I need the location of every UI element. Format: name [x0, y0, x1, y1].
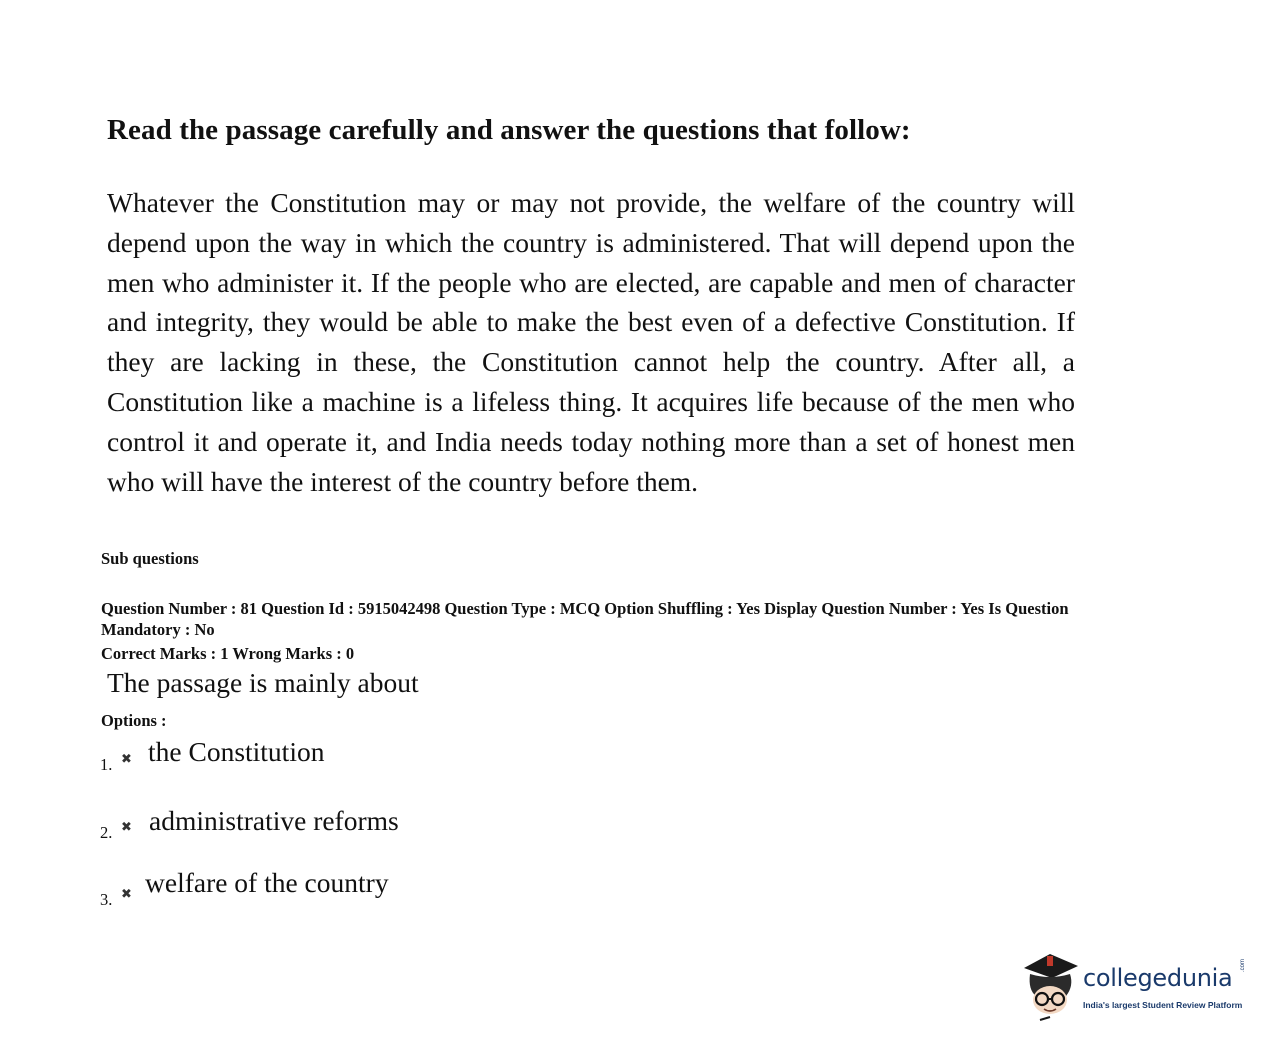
logo-domain-suffix: .com: [1240, 958, 1246, 972]
option-number: 3.: [100, 890, 113, 909]
cross-icon: ✖: [121, 752, 132, 767]
sub-questions-label: Sub questions: [101, 549, 199, 568]
cross-icon: ✖: [121, 887, 132, 902]
passage-text: Whatever the Constitution may or may not provide, the welfare of the country will depend upon the way in which the country is administered. That will depend upon the men who administer it. If the people who are elected, are capable and men of character and integrity, they would be able to make the best even of a defective Constitution. If they are lacking in these, the Constitution cannot help the country. After all, a Constitution like a machine is a lifeless thing. It acquires life because of the men who control it and operate it, and India needs today nothing more than a set of honest men who will have the interest of the country before them.: [107, 187, 1075, 497]
cross-icon: ✖: [121, 820, 132, 835]
option-text: welfare of the country: [145, 867, 389, 898]
option-number: 1.: [100, 755, 113, 774]
question-meta-line: Question Number : 81 Question Id : 5915042498 Question Type : MCQ Option Shuffling : Yes Display Question Number : Yes Is Question Mandatory : No: [101, 599, 1069, 639]
student-mascot-icon: [1020, 950, 1082, 1025]
option-text: administrative reforms: [149, 805, 399, 836]
collegedunia-logo: [1020, 950, 1260, 1025]
logo-brand-name: collegedunia: [1083, 964, 1233, 992]
options-label: Options :: [101, 711, 167, 730]
question-marks: Correct Marks : 1 Wrong Marks : 0: [101, 644, 355, 663]
logo-tagline: India's largest Student Review Platform: [1083, 1000, 1243, 1010]
passage-instruction-heading: Read the passage carefully and answer the questions that follow:: [107, 114, 911, 146]
question-text: The passage is mainly about: [107, 667, 419, 698]
option-text: the Constitution: [148, 736, 325, 767]
option-number: 2.: [100, 823, 113, 842]
